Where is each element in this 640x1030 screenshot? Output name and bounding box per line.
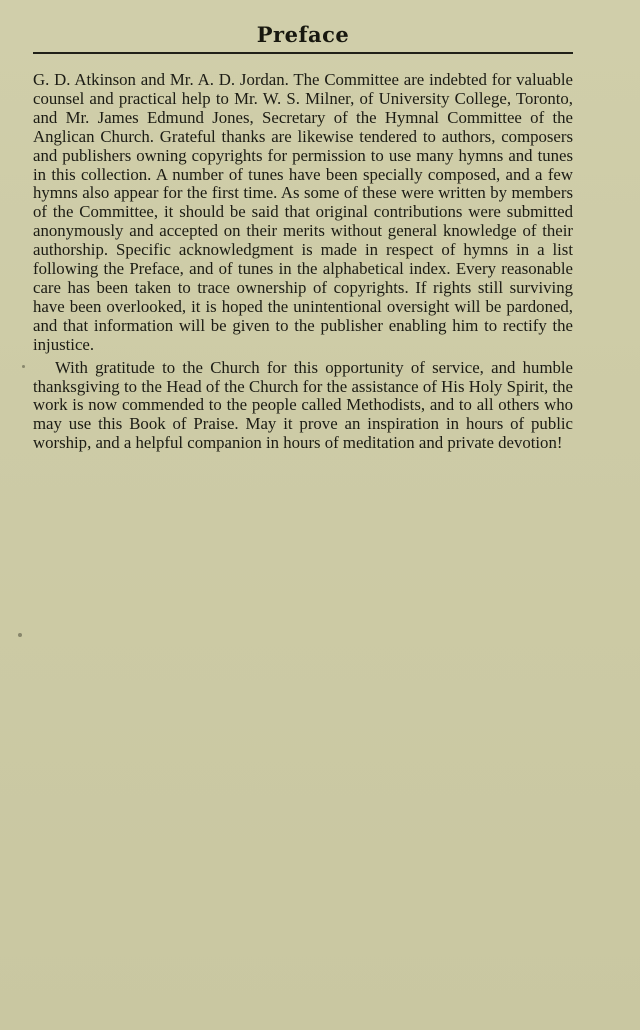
paper-speck [22,365,25,368]
preface-body [33,71,573,453]
page-header [33,20,573,56]
paragraph-2: With gratitude to the Church for this opportunity of service, and humble thanksgiving to the Head of the Church for the assistance of His Holy Spirit, the work is now commended to the people called Methodists, and to all others who may use this Book of Praise. May it prove an inspiration in hours of public worship, and a helpful companion in hours of meditation and private devotion! [33,357,573,453]
paragraph-1: G. D. Atkinson and Mr. A. D. Jordan. The Committee are indebted for valuable counsel and practical help to Mr. W. S. Milner, of University College, Toronto, and Mr. James Edmund Jones, Secretary of the Hymnal Committee of the Anglican Church. Grateful thanks are likewise tendered to authors, composers and publishers owning copyrights for permission to use many hymns and tunes in this collection. A number of tunes have been specially composed, and a few hymns also appear for the first time. As some of these were written by members of the Committee, it should be said that original contributions were submitted anonymously and accepted on their merits without general knowledge of their authorship. Specific acknowledgment is made in respect of hymns in a list following the Preface, and of tunes in the alphabetical index. Every reasonable care has been taken to trace ownership of copyrights. If rights still surviving have been overlooked, it is hoped the unintentional oversight will be pardoned, and that information will be given to the publisher enabling him to rectify the injustice. [33,70,573,354]
paper-speck [18,633,22,637]
page-title: Preface [256,22,350,47]
header-rule [33,52,573,54]
